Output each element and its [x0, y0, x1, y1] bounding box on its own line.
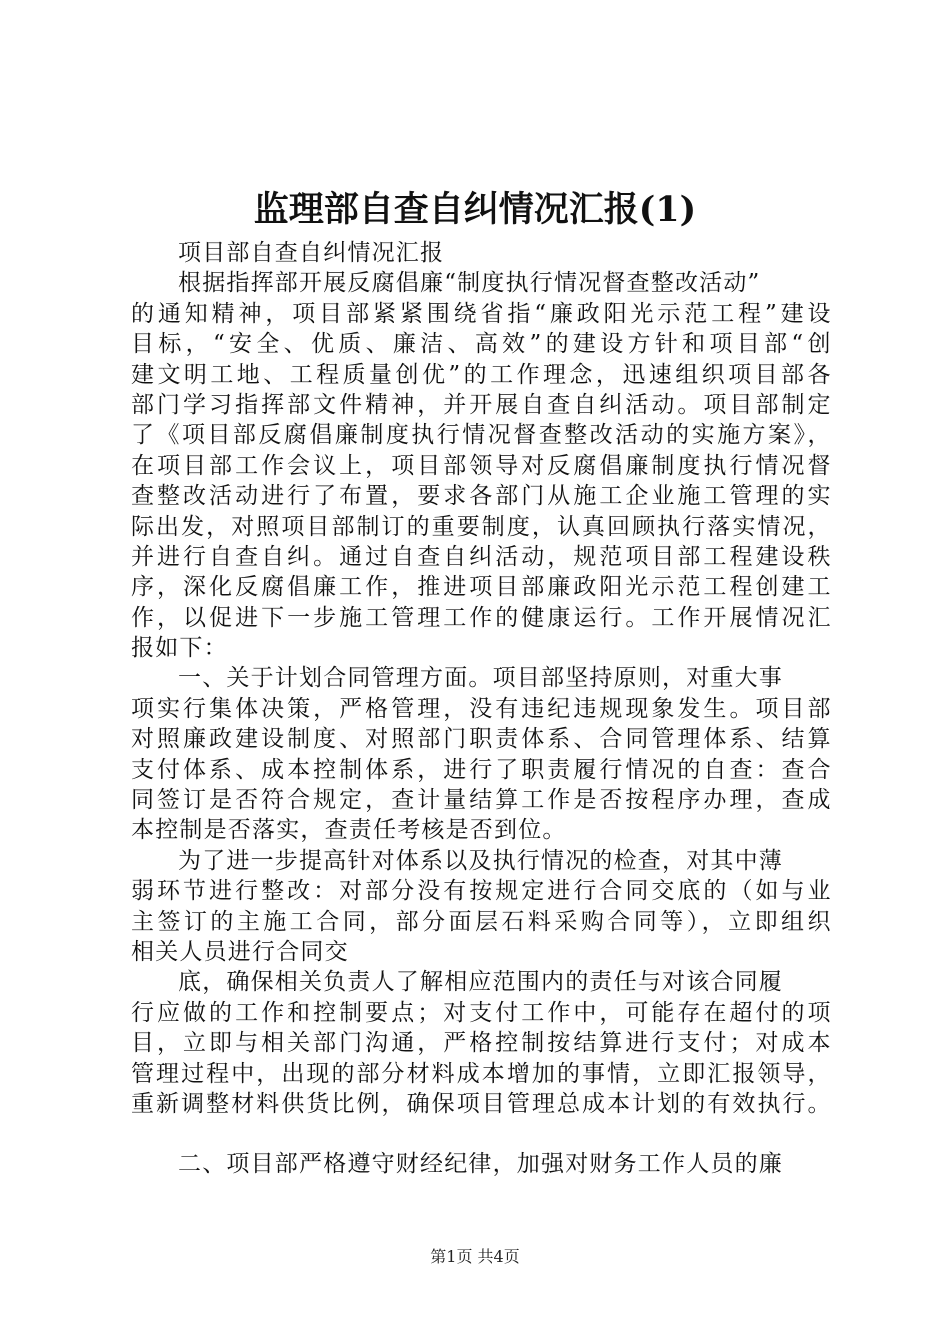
paragraph-line: 部门学习指挥部文件精神，并开展自查自纠活动。项目部制定 — [131, 391, 831, 418]
paragraph-line: 本控制是否落实，查责任考核是否到位。 — [131, 817, 567, 844]
page-footer: 第1页 共4页 — [430, 1247, 520, 1266]
paragraph-line: 际出发，对照项目部制订的重要制度，认真回顾执行落实情况， — [131, 513, 831, 540]
document-title: 监理部自查自纠情况汇报(1) — [253, 189, 697, 230]
paragraph-line: 了《项目部反腐倡廉制度执行情况督查整改活动的实施方案》， — [131, 422, 831, 449]
paragraph-line: 管理过程中，出现的部分材料成本增加的事情，立即汇报领导， — [131, 1060, 831, 1087]
paragraph-line: 相关人员进行合同交 — [131, 938, 349, 965]
paragraph-line: 项实行集体决策，严格管理，没有违纪违规现象发生。项目部 — [131, 695, 831, 722]
paragraph-line: 支付体系、成本控制体系，进行了职责履行情况的自查：查合 — [131, 756, 831, 783]
paragraph-line: 目标，“安全、优质、廉洁、高效”的建设方针和项目部“创 — [131, 331, 831, 358]
paragraph-line: 根据指挥部开展反腐倡廉“制度执行情况督查整改活动” — [178, 270, 761, 297]
paragraph-line: 报如下： — [131, 635, 228, 662]
paragraph-line: 一、关于计划合同管理方面。项目部坚持原则，对重大事 — [178, 665, 783, 692]
paragraph-line: 的通知精神，项目部紧紧围绕省指“廉政阳光示范工程”建设 — [131, 300, 831, 327]
paragraph-line: 查整改活动进行了布置，要求各部门从施工企业施工管理的实 — [131, 483, 831, 510]
paragraph-line: 在项目部工作会议上，项目部领导对反腐倡廉制度执行情况督 — [131, 452, 831, 479]
paragraph-line: 重新调整材料供货比例，确保项目管理总成本计划的有效执行。 — [131, 1090, 831, 1117]
paragraph-gap — [131, 1119, 831, 1149]
paragraph-line: 并进行自查自纠。通过自查自纠活动，规范项目部工程建设秩 — [131, 543, 831, 570]
paragraph-line: 二、项目部严格遵守财经纪律，加强对财务工作人员的廉 — [178, 1151, 783, 1178]
paragraph-line: 同签订是否符合规定，查计量结算工作是否按程序办理，查成 — [131, 787, 831, 814]
paragraph-line: 弱环节进行整改：对部分没有按规定进行合同交底的（如与业 — [131, 878, 831, 905]
paragraph-line: 作，以促进下一步施工管理工作的健康运行。工作开展情况汇 — [131, 604, 831, 631]
paragraph-line: 行应做的工作和控制要点；对支付工作中，可能存在超付的项 — [131, 999, 831, 1026]
paragraph-line: 目，立即与相关部门沟通，严格控制按结算进行支付；对成本 — [131, 1030, 831, 1057]
document-body — [131, 238, 831, 1180]
paragraph-line: 主签订的主施工合同，部分面层石料采购合同等），立即组织 — [131, 908, 831, 935]
paragraph-line: 为了进一步提高针对体系以及执行情况的检查，对其中薄 — [178, 847, 783, 874]
paragraph-line: 底，确保相关负责人了解相应范围内的责任与对该合同履 — [178, 969, 783, 996]
paragraph-line: 对照廉政建设制度、对照部门职责体系、合同管理体系、结算 — [131, 726, 831, 753]
paragraph-line: 项目部自查自纠情况汇报 — [178, 240, 445, 266]
paragraph-line: 序，深化反腐倡廉工作，推进项目部廉政阳光示范工程创建工 — [131, 574, 831, 601]
paragraph-line: 建文明工地、工程质量创优”的工作理念，迅速组织项目部各 — [131, 361, 831, 388]
